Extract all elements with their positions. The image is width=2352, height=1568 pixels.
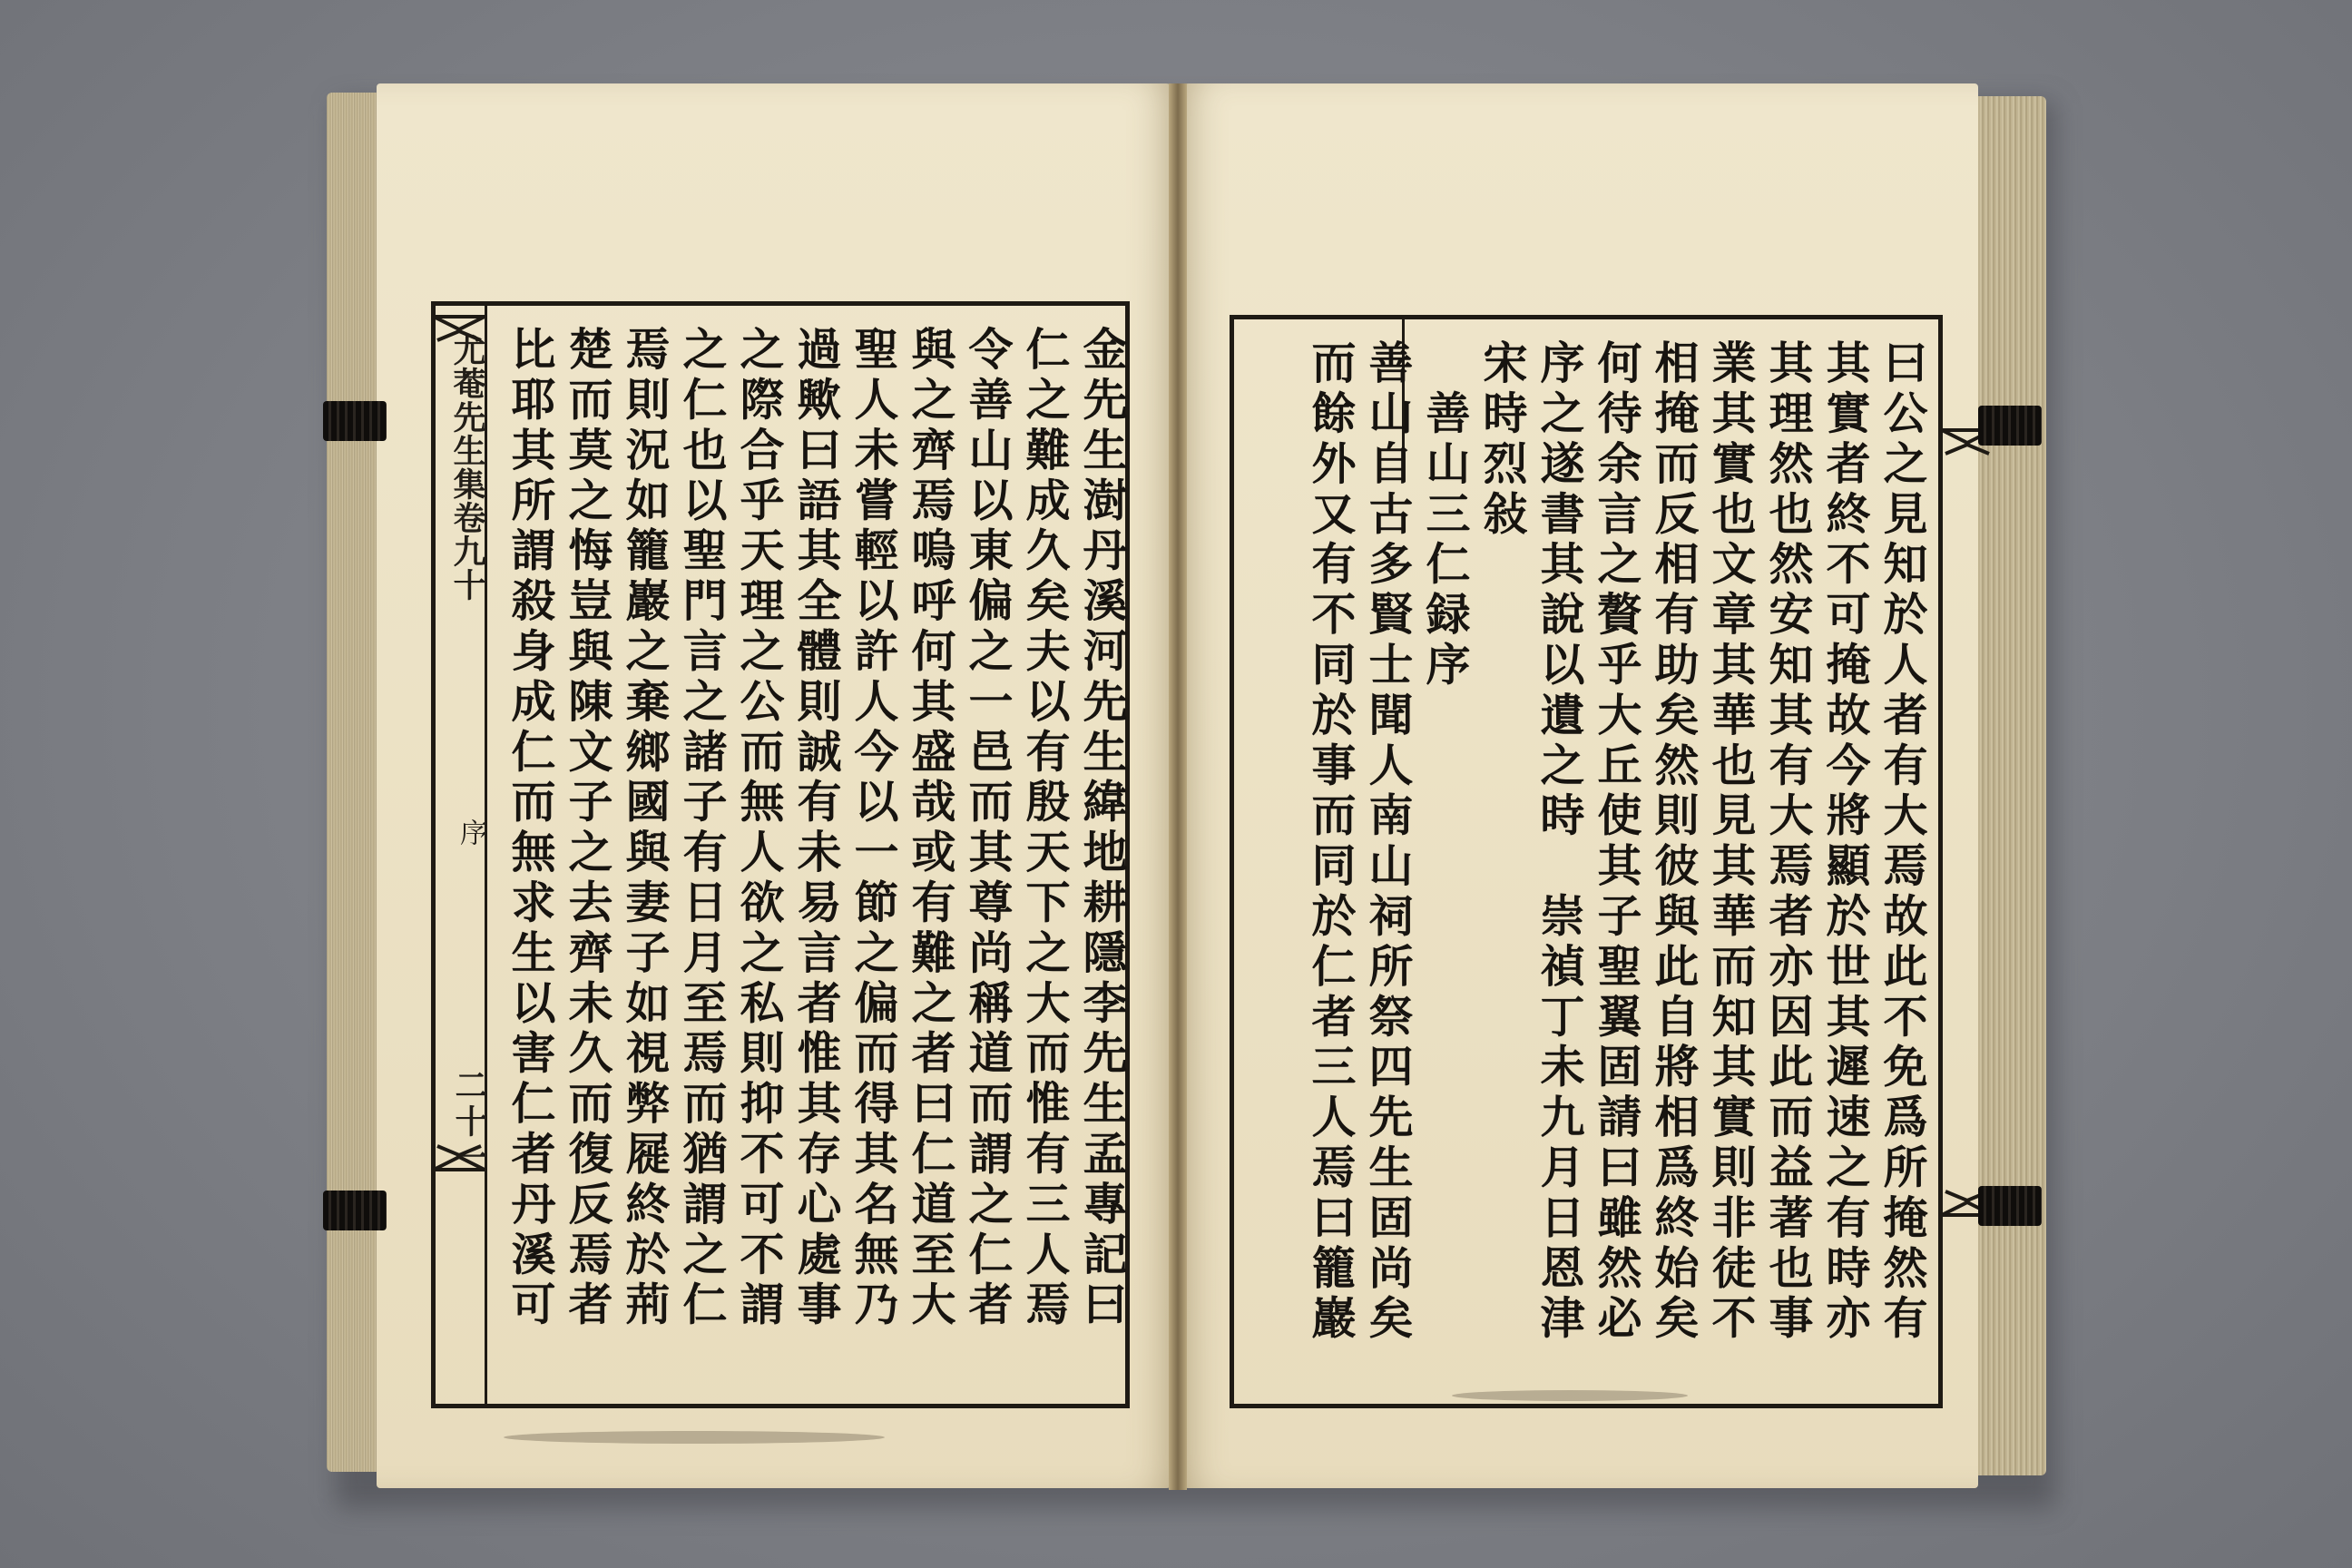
- text-column: 焉則況如籠巖之棄鄉國與妻子如視弊屣終於荊: [619, 326, 671, 1331]
- text-column: 令善山以東偏之一邑而其尊尚稱道而謂之仁者: [962, 326, 1014, 1331]
- text-column: 善山自古多賢士聞人南山祠所祭四先生固尚矣: [1362, 339, 1415, 1345]
- margin-page-number: 二十一: [450, 1068, 488, 1177]
- text-column: 而餘外又有不同於事而同於仁者三人焉曰籠巖: [1305, 339, 1357, 1345]
- text-column: 金先生澍丹溪河先生緯地耕隱李先生孟專記曰: [1076, 326, 1129, 1331]
- text-column: 其實者終不可掩故今將顯於世其遲速之有時亦: [1819, 339, 1872, 1345]
- binding-thread: [1978, 406, 2042, 446]
- text-column: 曰公之見知於人者有大焉故此不免爲所掩然有: [1877, 339, 1929, 1345]
- text-column: 過歟曰語其全體則誠有未易言者惟其存心處事: [790, 326, 843, 1331]
- text-column: 仁之難成久矣夫以有殷天下之大而惟有三人焉: [1019, 326, 1072, 1331]
- text-column: 楚而莫之悔豈與陳文子之去齊未久而復反焉者: [562, 326, 614, 1331]
- left-page: [377, 83, 1175, 1488]
- author-signature-column: 宋時烈敍: [1476, 339, 1529, 541]
- text-column: 聖人未嘗輕以許人今以一節之偏而得其名無乃: [848, 326, 900, 1331]
- left-page-edges: [327, 93, 381, 1472]
- text-column: 相掩而反相有助矣然則彼與此自將相爲終始矣: [1648, 339, 1700, 1345]
- left-page-frame: [431, 301, 1130, 1408]
- right-page-edges: [1974, 96, 2046, 1475]
- ink-smudge: [1452, 1390, 1688, 1401]
- binding-thread: [323, 401, 387, 441]
- margin-section-label: 序: [455, 818, 486, 846]
- right-page: [1180, 83, 1978, 1488]
- section-heading: 善山三仁録序: [1419, 339, 1472, 691]
- right-page-frame: [1230, 315, 1943, 1408]
- text-column: 之際合乎天理之公而無人欲之私則抑不可不謂: [733, 326, 786, 1331]
- text-column: 何待余言之贅乎大丘使其子聖翼固請曰雖然必: [1591, 339, 1643, 1345]
- upper-fish-tail-ornament: [432, 315, 486, 346]
- book: [327, 83, 2046, 1490]
- text-column: 業其實也文章其華也見其華而知其實則非徒不: [1705, 339, 1758, 1345]
- text-column: 之仁也以聖門言之諸子有日月至焉而猶謂之仁: [676, 326, 729, 1331]
- binding-thread: [323, 1191, 387, 1230]
- ink-smudge: [504, 1431, 885, 1444]
- text-column: 比耶其所謂殺身成仁而無求生以害仁者丹溪可: [505, 326, 557, 1331]
- text-column: 其理然也然安知其有大焉者亦因此而益著也事: [1762, 339, 1815, 1345]
- text-column: 序之遂書其說以遺之時 崇禎丁未九月日恩津: [1534, 339, 1586, 1345]
- margin-book-title: 尤菴先生集卷九十: [448, 333, 486, 602]
- binding-thread: [1978, 1186, 2042, 1226]
- text-column: 與之齊焉嗚呼何其盛哉或有難之者曰仁道至大: [905, 326, 957, 1331]
- book-gutter: [1169, 83, 1187, 1490]
- lower-fish-tail-ornament: [432, 1141, 486, 1171]
